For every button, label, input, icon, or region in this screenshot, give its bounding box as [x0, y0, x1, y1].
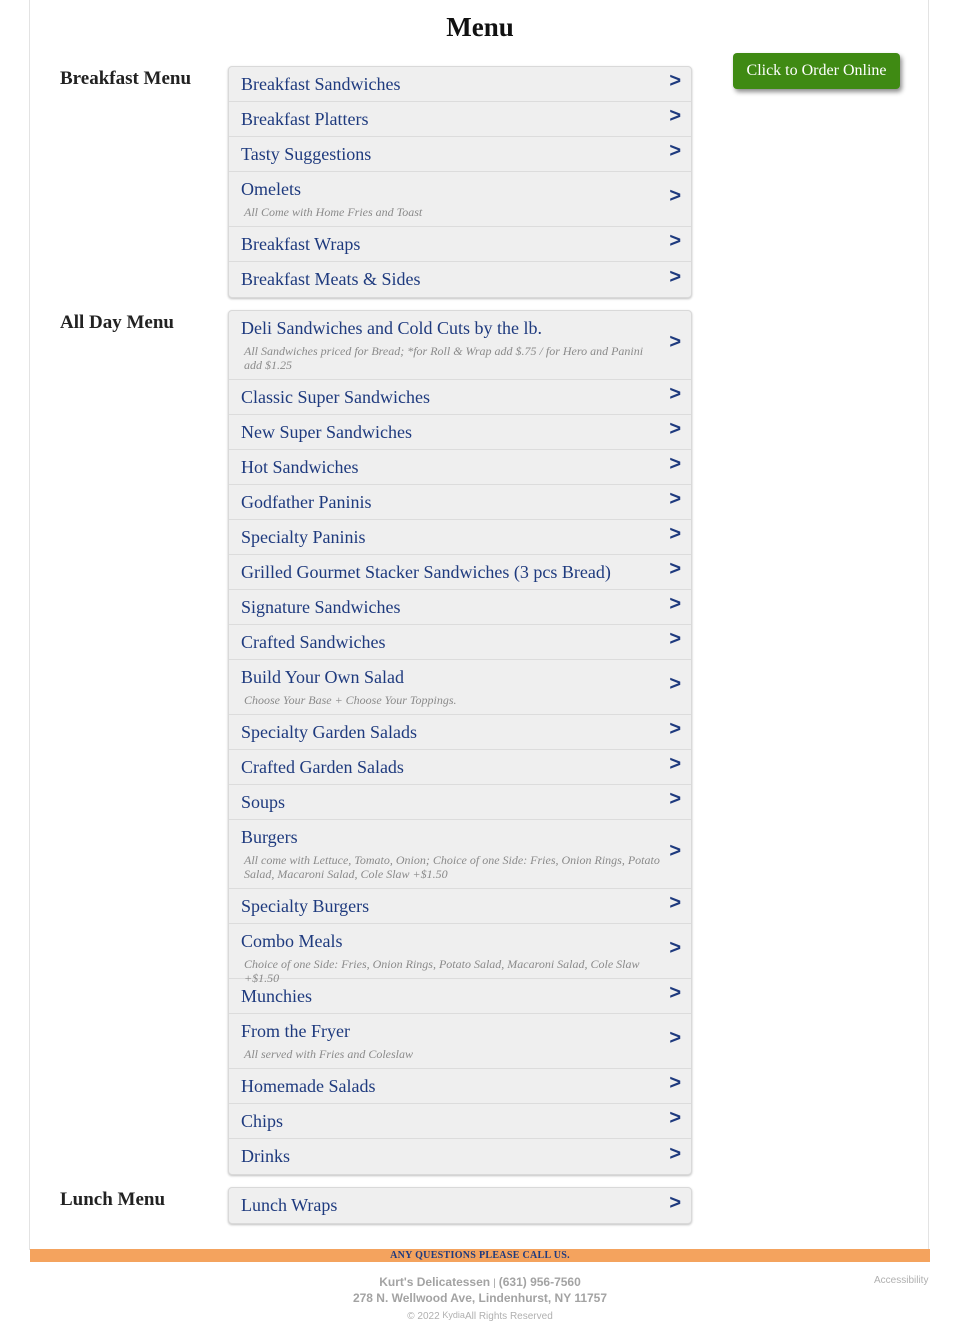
section-title: All Day Menu — [60, 312, 174, 333]
menu-category-description: All served with Fries and Coleslaw — [244, 1047, 413, 1061]
menu-category-item[interactable] — [229, 1188, 691, 1223]
chevron-right-icon: > — [669, 230, 681, 253]
menu-category-item[interactable] — [229, 137, 691, 172]
menu-category-list — [228, 1187, 692, 1224]
chevron-right-icon: > — [669, 331, 681, 354]
chevron-right-icon: > — [669, 840, 681, 863]
section-title: Lunch Menu — [60, 1189, 166, 1210]
chevron-right-icon: > — [669, 628, 681, 651]
footer-address: 278 N. Wellwood Ave, Lindenhurst, NY 11757 — [352, 1291, 608, 1305]
menu-category-item[interactable] — [229, 102, 691, 137]
chevron-right-icon: > — [669, 1072, 681, 1095]
menu-category-label: Soups — [241, 792, 286, 812]
menu-category-label: Lunch Wraps — [241, 1195, 338, 1215]
menu-category-item[interactable] — [229, 1069, 691, 1104]
menu-category-item[interactable] — [229, 172, 691, 227]
menu-category-item[interactable] — [229, 660, 691, 715]
menu-category-label: New Super Sandwiches — [241, 422, 412, 442]
menu-category-item[interactable] — [229, 1014, 691, 1069]
menu-category-item[interactable] — [229, 520, 691, 555]
menu-category-label: Munchies — [241, 986, 312, 1006]
menu-category-label: Specialty Paninis — [241, 527, 366, 547]
chevron-right-icon: > — [669, 1107, 681, 1130]
chevron-right-icon: > — [669, 523, 681, 546]
menu-category-item[interactable] — [229, 227, 691, 262]
chevron-right-icon: > — [669, 753, 681, 776]
menu-category-item[interactable] — [229, 889, 691, 924]
footer-separator: | — [493, 1278, 496, 1289]
phone-link[interactable]: (631) 956-7560 — [498, 1275, 581, 1289]
menu-category-label: Breakfast Wraps — [241, 234, 361, 254]
footer-contact-line — [0, 1275, 960, 1291]
menu-category-list — [228, 310, 692, 1175]
chevron-right-icon: > — [669, 488, 681, 511]
menu-category-label: Godfather Paninis — [241, 492, 372, 512]
menu-category-description: All come with Lettuce, Tomato, Onion; Choice of one Side: Fries, Onion Rings, Potato Salad, Macaroni Salad, Cole Slaw +$1.50 — [244, 853, 660, 881]
chevron-right-icon: > — [669, 788, 681, 811]
menu-category-label: Crafted Sandwiches — [241, 632, 386, 652]
menu-category-label: Chips — [241, 1111, 284, 1131]
menu-category-description: All Come with Home Fries and Toast — [244, 205, 423, 219]
chevron-right-icon: > — [669, 1142, 681, 1165]
chevron-right-icon: > — [669, 1191, 681, 1214]
chevron-right-icon: > — [669, 982, 681, 1005]
menu-category-item[interactable] — [229, 555, 691, 590]
menu-category-label: Tasty Suggestions — [241, 144, 372, 164]
chevron-right-icon: > — [669, 265, 681, 288]
menu-category-description: Choose Your Base + Choose Your Toppings. — [244, 693, 457, 707]
menu-category-item[interactable] — [229, 979, 691, 1014]
kydia-link[interactable]: Kydia — [442, 1310, 465, 1320]
chevron-right-icon: > — [669, 70, 681, 93]
menu-category-description: All Sandwiches priced for Bread; *for Roll & Wrap add $.75 / for Hero and Panini add $1.25 — [244, 344, 644, 372]
menu-category-label: Breakfast Platters — [241, 109, 369, 129]
accessibility-link[interactable]: Accessibility — [874, 1275, 929, 1286]
footer-copyright-line — [0, 1308, 960, 1324]
menu-category-item[interactable] — [229, 380, 691, 415]
menu-category-label: Build Your Own Salad — [241, 667, 405, 687]
chevron-right-icon: > — [669, 105, 681, 128]
rights-text: All Rights Reserved — [464, 1311, 553, 1322]
menu-category-item[interactable] — [229, 311, 691, 380]
menu-category-item[interactable] — [229, 450, 691, 485]
menu-category-item[interactable] — [229, 625, 691, 660]
chevron-right-icon: > — [669, 453, 681, 476]
chevron-right-icon: > — [669, 718, 681, 741]
menu-category-item[interactable] — [229, 1104, 691, 1139]
menu-category-item[interactable] — [229, 415, 691, 450]
menu-category-label: Classic Super Sandwiches — [241, 387, 430, 407]
chevron-right-icon: > — [669, 892, 681, 915]
chevron-right-icon: > — [669, 558, 681, 581]
menu-category-item[interactable] — [229, 820, 691, 889]
copyright-text: © 2022 — [407, 1311, 440, 1322]
menu-category-label: From the Fryer — [241, 1021, 350, 1041]
menu-category-item[interactable] — [229, 924, 691, 985]
section-title: Breakfast Menu — [60, 68, 192, 89]
menu-category-label: Burgers — [241, 827, 298, 847]
menu-category-list — [228, 66, 692, 298]
menu-category-label: Grilled Gourmet Stacker Sandwiches (3 pcs Bread) — [241, 562, 611, 582]
menu-category-label: Specialty Burgers — [241, 896, 370, 916]
page-title: Menu — [446, 12, 514, 42]
menu-category-label: Specialty Garden Salads — [241, 722, 417, 742]
chevron-right-icon: > — [669, 185, 681, 208]
menu-category-item[interactable] — [229, 715, 691, 750]
menu-category-label: Breakfast Meats & Sides — [241, 269, 421, 289]
menu-category-item[interactable] — [229, 1139, 691, 1174]
chevron-right-icon: > — [669, 383, 681, 406]
menu-category-label: Crafted Garden Salads — [241, 757, 404, 777]
chevron-right-icon: > — [669, 937, 681, 960]
menu-category-label: Hot Sandwiches — [241, 457, 359, 477]
menu-category-label: Drinks — [241, 1146, 290, 1166]
menu-category-item[interactable] — [229, 485, 691, 520]
chevron-right-icon: > — [669, 593, 681, 616]
menu-category-label: Signature Sandwiches — [241, 597, 401, 617]
chevron-right-icon: > — [669, 1027, 681, 1050]
menu-category-item[interactable] — [229, 590, 691, 625]
menu-category-label: Omelets — [241, 179, 301, 199]
menu-category-label: Breakfast Sandwiches — [241, 74, 401, 94]
chevron-right-icon: > — [669, 673, 681, 696]
menu-category-label: Combo Meals — [241, 931, 343, 951]
chevron-right-icon: > — [669, 418, 681, 441]
menu-category-item[interactable] — [229, 262, 691, 297]
menu-category-item[interactable] — [229, 785, 691, 820]
menu-category-label: Deli Sandwiches and Cold Cuts by the lb. — [241, 318, 542, 338]
questions-banner: ANY QUESTIONS PLEASE CALL US. — [30, 1249, 930, 1262]
order-online-button[interactable]: Click to Order Online — [733, 53, 900, 89]
menu-category-description: Choice of one Side: Fries, Onion Rings, Potato Salad, Macaroni Salad, Cole Slaw +$1.50 — [244, 957, 640, 985]
chevron-right-icon: > — [669, 140, 681, 163]
business-name: Kurt's Delicatessen — [379, 1275, 491, 1289]
menu-category-item[interactable] — [229, 67, 691, 102]
footer — [0, 1275, 960, 1324]
menu-category-label: Homemade Salads — [241, 1076, 376, 1096]
menu-category-item[interactable] — [229, 750, 691, 785]
